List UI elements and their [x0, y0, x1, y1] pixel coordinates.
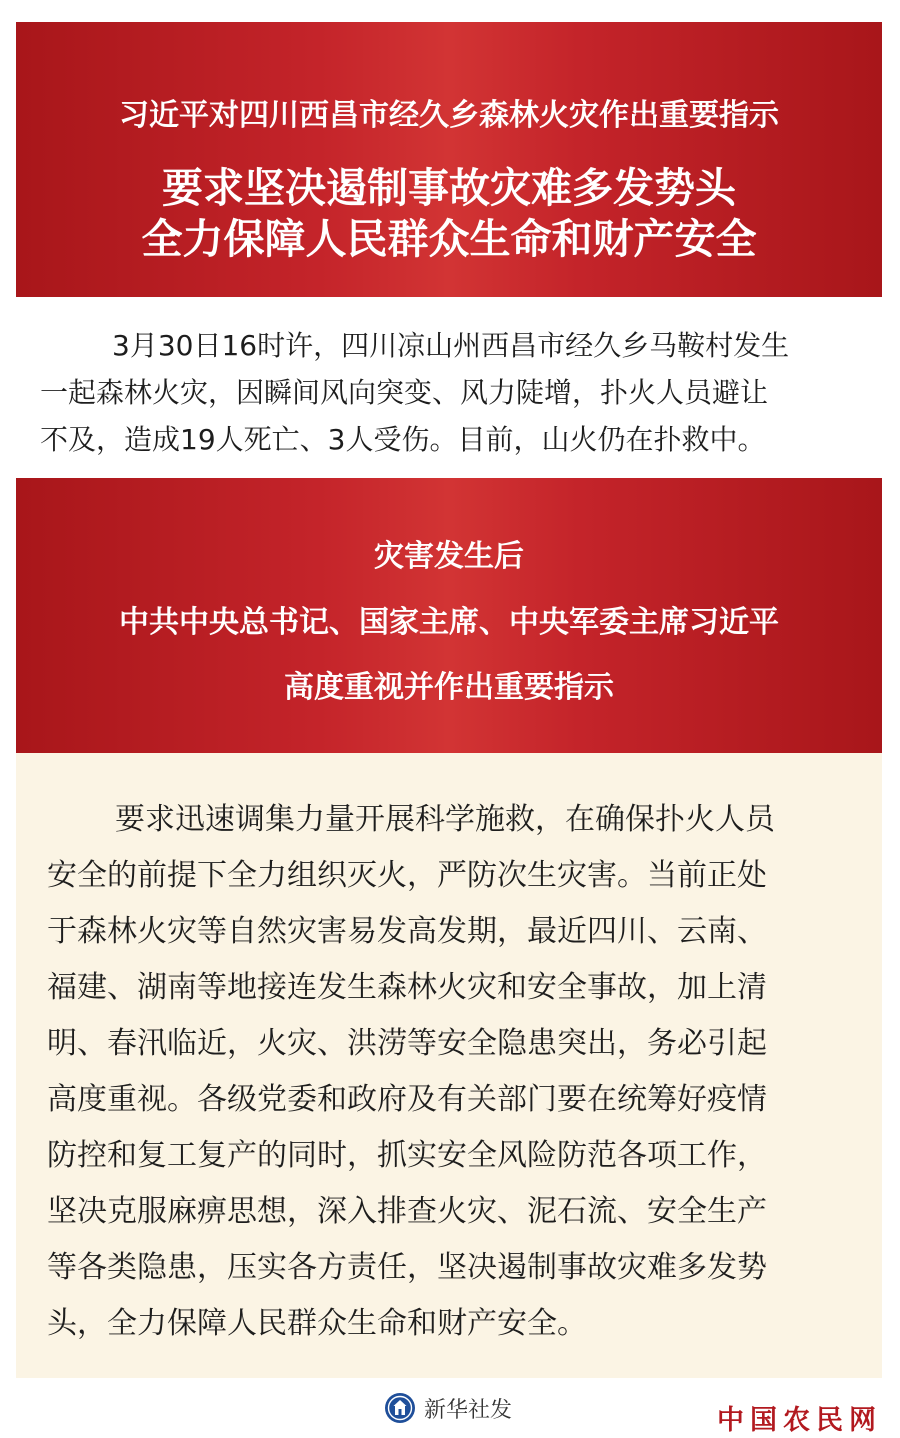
- section-line-3: 高度重视并作出重要指示: [284, 670, 614, 705]
- body-line: 安全的前提下全力组织灭火，严防次生灾害。当前正处: [47, 858, 767, 893]
- body-line: 等各类隐患，压实各方责任，坚决遏制事故灾难多发势: [47, 1250, 767, 1285]
- headline-line-3: 全力保障人民群众生命和财产安全: [141, 215, 757, 263]
- intro-line: 一起森林火灾，因瞬间风向突变、风力陡增，扑火人员避让: [40, 376, 769, 409]
- headline-banner: [16, 22, 882, 297]
- footer-credit: [384, 1390, 512, 1426]
- xinhua-logo-icon: [384, 1392, 416, 1424]
- section-line-2: 中共中央总书记、国家主席、中央军委主席习近平: [119, 605, 779, 640]
- section-line-1: 灾害发生后: [374, 539, 524, 574]
- body-line: 防控和复工复产的同时，抓实安全风险防范各项工作，: [47, 1138, 767, 1173]
- body-line: 明、春汛临近，火灾、洪涝等安全隐患突出，务必引起: [47, 1026, 767, 1061]
- intro-line: 3月30日16时许，四川凉山州西昌市经久乡马鞍村发生: [112, 329, 790, 362]
- body-line: 要求迅速调集力量开展科学施救，在确保扑火人员: [115, 802, 775, 837]
- body-line: 坚决克服麻痹思想，深入排查火灾、泥石流、安全生产: [47, 1194, 767, 1229]
- intro-line: 不及，造成19人死亡、3人受伤。目前，山火仍在扑救中。: [40, 423, 766, 456]
- body-line: 福建、湖南等地接连发生森林火灾和安全事故，加上清: [47, 970, 767, 1005]
- body-line: 于森林火灾等自然灾害易发高发期，最近四川、云南、: [47, 914, 767, 949]
- site-watermark: 中国农民网: [717, 1405, 882, 1436]
- section-banner: [16, 478, 882, 753]
- body-line: 头，全力保障人民群众生命和财产安全。: [47, 1306, 587, 1341]
- headline-line-1: 习近平对四川西昌市经久乡森林火灾作出重要指示: [119, 98, 779, 133]
- headline-line-2: 要求坚决遏制事故灾难多发势头: [162, 164, 736, 212]
- body-line: 高度重视。各级党委和政府及有关部门要在统筹好疫情: [47, 1082, 767, 1117]
- agency-label: 新华社发: [424, 1397, 513, 1423]
